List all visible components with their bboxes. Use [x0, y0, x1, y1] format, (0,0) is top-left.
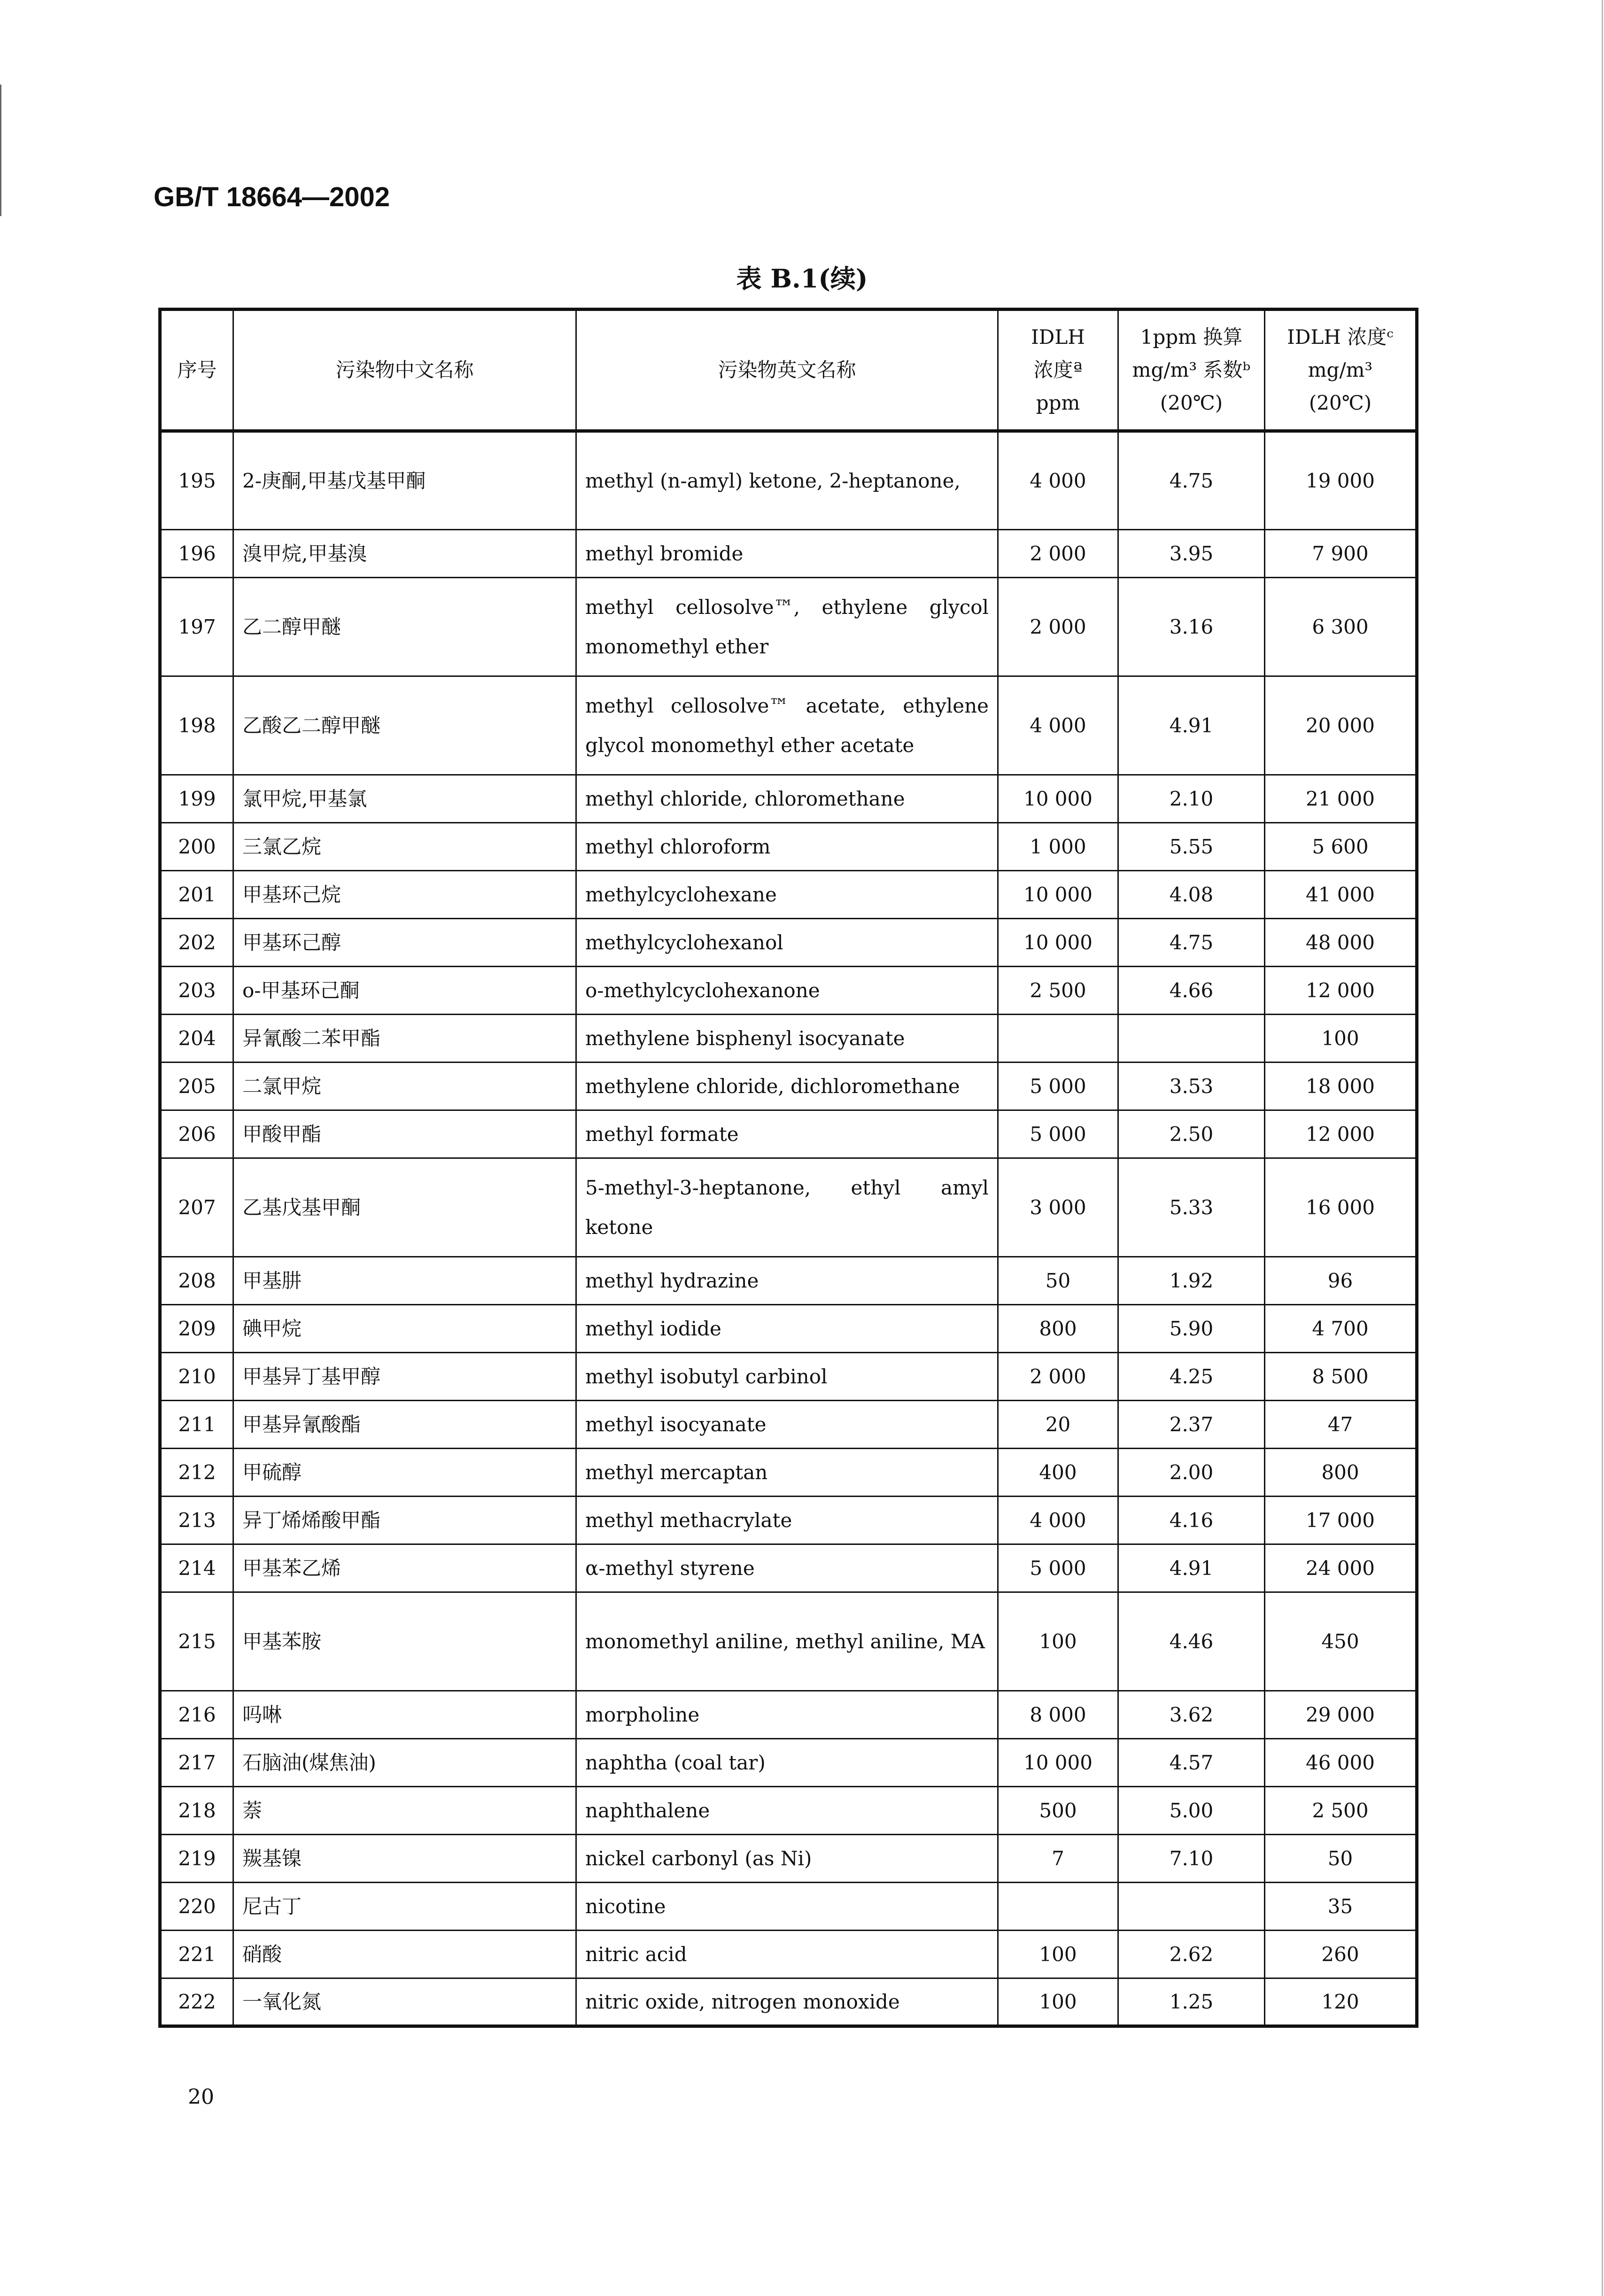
conversion-factor: 5.33 — [1118, 1158, 1265, 1257]
table-title: 表 B.1(续) — [736, 264, 868, 294]
idlh-mg: 12 000 — [1265, 1110, 1417, 1158]
idlh-ppm: 10 000 — [998, 871, 1118, 919]
english-name: methyl bromide — [576, 530, 998, 578]
chinese-name: 三氯乙烷 — [233, 823, 576, 871]
idlh-mg: 8 500 — [1265, 1353, 1417, 1401]
row-number: 221 — [160, 1931, 233, 1978]
row-number: 208 — [160, 1257, 233, 1305]
idlh-mg: 100 — [1265, 1015, 1417, 1063]
row-number: 216 — [160, 1691, 233, 1739]
table-row — [160, 676, 1417, 775]
chinese-name: 异氰酸二苯甲酯 — [233, 1015, 576, 1063]
idlh-mg: 6 300 — [1265, 578, 1417, 676]
idlh-table — [158, 308, 1418, 2028]
idlh-mg: 5 600 — [1265, 823, 1417, 871]
conversion-factor: 4.75 — [1118, 919, 1265, 967]
chinese-name: 甲基苯乙烯 — [233, 1544, 576, 1592]
idlh-mg: 12 000 — [1265, 967, 1417, 1015]
table-row — [160, 1449, 1417, 1497]
idlh-mg: 96 — [1265, 1257, 1417, 1305]
conversion-factor: 4.25 — [1118, 1353, 1265, 1401]
idlh-ppm: 50 — [998, 1257, 1118, 1305]
row-number: 210 — [160, 1353, 233, 1401]
english-name: naphtha (coal tar) — [576, 1739, 998, 1787]
row-number: 212 — [160, 1449, 233, 1497]
row-number: 195 — [160, 431, 233, 530]
english-name: α-methyl styrene — [576, 1544, 998, 1592]
col-no: 序号 — [160, 310, 233, 431]
idlh-ppm: 800 — [998, 1305, 1118, 1353]
conversion-factor: 2.00 — [1118, 1449, 1265, 1497]
idlh-ppm: 400 — [998, 1449, 1118, 1497]
row-number: 207 — [160, 1158, 233, 1257]
row-number: 214 — [160, 1544, 233, 1592]
english-name: methyl chloroform — [576, 823, 998, 871]
conversion-factor: 4.16 — [1118, 1497, 1265, 1544]
conversion-factor: 1.25 — [1118, 1978, 1265, 2026]
idlh-mg: 16 000 — [1265, 1158, 1417, 1257]
conversion-factor: 3.62 — [1118, 1691, 1265, 1739]
table-row — [160, 1110, 1417, 1158]
idlh-ppm: 8 000 — [998, 1691, 1118, 1739]
table-row — [160, 1158, 1417, 1257]
idlh-ppm: 2 000 — [998, 1353, 1118, 1401]
english-name: methylene bisphenyl isocyanate — [576, 1015, 998, 1063]
idlh-ppm — [998, 1015, 1118, 1063]
idlh-mg: 2 500 — [1265, 1787, 1417, 1835]
english-name: methylcyclohexane — [576, 871, 998, 919]
row-number: 220 — [160, 1883, 233, 1931]
col-cn-name: 污染物中文名称 — [233, 310, 576, 431]
row-number: 200 — [160, 823, 233, 871]
chinese-name: 硝酸 — [233, 1931, 576, 1978]
chinese-name: 甲基异氰酸酯 — [233, 1401, 576, 1449]
row-number: 215 — [160, 1592, 233, 1691]
conversion-factor: 7.10 — [1118, 1835, 1265, 1883]
col-factor — [1118, 310, 1265, 431]
idlh-ppm: 7 — [998, 1835, 1118, 1883]
english-name: methyl iodide — [576, 1305, 998, 1353]
table-row — [160, 1497, 1417, 1544]
conversion-factor: 1.92 — [1118, 1257, 1265, 1305]
idlh-mg: 48 000 — [1265, 919, 1417, 967]
conversion-factor: 3.53 — [1118, 1063, 1265, 1110]
chinese-name: 甲基环己醇 — [233, 919, 576, 967]
conversion-factor: 3.16 — [1118, 578, 1265, 676]
idlh-mg: 260 — [1265, 1931, 1417, 1978]
row-number: 201 — [160, 871, 233, 919]
idlh-mg: 50 — [1265, 1835, 1417, 1883]
standard-number: GB/T 18664—2002 — [154, 182, 390, 212]
english-name: methyl methacrylate — [576, 1497, 998, 1544]
idlh-ppm: 2 000 — [998, 578, 1118, 676]
hdr-line: mg/m³ — [1308, 358, 1373, 381]
table-row — [160, 1883, 1417, 1931]
conversion-factor: 4.66 — [1118, 967, 1265, 1015]
english-name: o-methylcyclohexanone — [576, 967, 998, 1015]
chinese-name: 甲基肼 — [233, 1257, 576, 1305]
chinese-name: 甲基苯胺 — [233, 1592, 576, 1691]
idlh-mg: 29 000 — [1265, 1691, 1417, 1739]
idlh-mg: 47 — [1265, 1401, 1417, 1449]
row-number: 217 — [160, 1739, 233, 1787]
idlh-ppm: 500 — [998, 1787, 1118, 1835]
page-number: 20 — [188, 2085, 214, 2109]
hdr-line: mg/m³ 系数ᵇ — [1132, 358, 1251, 381]
table-row — [160, 1691, 1417, 1739]
table-row — [160, 1544, 1417, 1592]
idlh-ppm: 100 — [998, 1931, 1118, 1978]
row-number: 204 — [160, 1015, 233, 1063]
idlh-ppm — [998, 1883, 1118, 1931]
english-name: methyl isobutyl carbinol — [576, 1353, 998, 1401]
col-en-name: 污染物英文名称 — [576, 310, 998, 431]
english-name: methyl mercaptan — [576, 1449, 998, 1497]
idlh-mg: 20 000 — [1265, 676, 1417, 775]
table-row — [160, 431, 1417, 530]
english-name: methyl chloride, chloromethane — [576, 775, 998, 823]
idlh-mg: 19 000 — [1265, 431, 1417, 530]
hdr-line: IDLH — [1031, 326, 1085, 349]
table-row — [160, 1063, 1417, 1110]
idlh-ppm: 100 — [998, 1978, 1118, 2026]
idlh-mg: 450 — [1265, 1592, 1417, 1691]
idlh-mg: 7 900 — [1265, 530, 1417, 578]
row-number: 206 — [160, 1110, 233, 1158]
chinese-name: 尼古丁 — [233, 1883, 576, 1931]
conversion-factor: 4.46 — [1118, 1592, 1265, 1691]
table-row — [160, 1787, 1417, 1835]
conversion-factor: 4.75 — [1118, 431, 1265, 530]
idlh-ppm: 10 000 — [998, 1739, 1118, 1787]
english-name: methyl hydrazine — [576, 1257, 998, 1305]
idlh-ppm: 2 500 — [998, 967, 1118, 1015]
idlh-ppm: 4 000 — [998, 1497, 1118, 1544]
table-row — [160, 1931, 1417, 1978]
english-name: nicotine — [576, 1883, 998, 1931]
table-row — [160, 1401, 1417, 1449]
chinese-name: 溴甲烷,甲基溴 — [233, 530, 576, 578]
conversion-factor: 4.91 — [1118, 1544, 1265, 1592]
idlh-ppm: 10 000 — [998, 919, 1118, 967]
hdr-line: ppm — [1036, 391, 1080, 414]
chinese-name: 二氯甲烷 — [233, 1063, 576, 1110]
idlh-mg: 41 000 — [1265, 871, 1417, 919]
row-number: 222 — [160, 1978, 233, 2026]
chinese-name: 碘甲烷 — [233, 1305, 576, 1353]
hdr-line: 浓度ª — [1033, 358, 1083, 381]
idlh-mg: 24 000 — [1265, 1544, 1417, 1592]
row-number: 197 — [160, 578, 233, 676]
table-row — [160, 775, 1417, 823]
idlh-ppm: 2 000 — [998, 530, 1118, 578]
table-row — [160, 823, 1417, 871]
hdr-line: (20℃) — [1309, 391, 1372, 414]
english-name: 5-methyl-3-heptanone, ethyl amyl ketone — [576, 1158, 998, 1257]
chinese-name: 羰基镍 — [233, 1835, 576, 1883]
english-name: naphthalene — [576, 1787, 998, 1835]
row-number: 218 — [160, 1787, 233, 1835]
english-name: nickel carbonyl (as Ni) — [576, 1835, 998, 1883]
conversion-factor: 2.62 — [1118, 1931, 1265, 1978]
col-idlh-ppm — [998, 310, 1118, 431]
chinese-name: 吗啉 — [233, 1691, 576, 1739]
idlh-ppm: 5 000 — [998, 1110, 1118, 1158]
table-row — [160, 967, 1417, 1015]
hdr-line: IDLH 浓度ᶜ — [1287, 326, 1394, 349]
col-idlh-mg — [1265, 310, 1417, 431]
idlh-ppm: 5 000 — [998, 1544, 1118, 1592]
row-number: 205 — [160, 1063, 233, 1110]
chinese-name: 萘 — [233, 1787, 576, 1835]
table-row — [160, 1015, 1417, 1063]
conversion-factor: 2.37 — [1118, 1401, 1265, 1449]
hdr-line: 1ppm 换算 — [1140, 326, 1243, 349]
english-name: methylene chloride, dichloromethane — [576, 1063, 998, 1110]
chinese-name: 甲硫醇 — [233, 1449, 576, 1497]
idlh-ppm: 10 000 — [998, 775, 1118, 823]
hdr-line: (20℃) — [1160, 391, 1223, 414]
table-row — [160, 1353, 1417, 1401]
english-name: nitric oxide, nitrogen monoxide — [576, 1978, 998, 2026]
row-number: 199 — [160, 775, 233, 823]
table-row — [160, 578, 1417, 676]
table-row — [160, 1739, 1417, 1787]
idlh-ppm: 20 — [998, 1401, 1118, 1449]
idlh-ppm: 4 000 — [998, 431, 1118, 530]
idlh-mg: 4 700 — [1265, 1305, 1417, 1353]
conversion-factor: 2.50 — [1118, 1110, 1265, 1158]
table-row — [160, 1592, 1417, 1691]
chinese-name: 2-庚酮,甲基戊基甲酮 — [233, 431, 576, 530]
conversion-factor: 4.91 — [1118, 676, 1265, 775]
english-name: nitric acid — [576, 1931, 998, 1978]
idlh-ppm: 100 — [998, 1592, 1118, 1691]
row-number: 196 — [160, 530, 233, 578]
idlh-mg: 120 — [1265, 1978, 1417, 2026]
chinese-name: 乙基戊基甲酮 — [233, 1158, 576, 1257]
chinese-name: 异丁烯烯酸甲酯 — [233, 1497, 576, 1544]
chinese-name: 乙二醇甲醚 — [233, 578, 576, 676]
idlh-ppm: 4 000 — [998, 676, 1118, 775]
chinese-name: 甲基异丁基甲醇 — [233, 1353, 576, 1401]
english-name: methyl (n-amyl) ketone, 2-heptanone, — [576, 431, 998, 530]
conversion-factor — [1118, 1015, 1265, 1063]
table-row — [160, 871, 1417, 919]
table-row — [160, 530, 1417, 578]
idlh-mg: 21 000 — [1265, 775, 1417, 823]
chinese-name: o-甲基环己酮 — [233, 967, 576, 1015]
table-row — [160, 1978, 1417, 2026]
idlh-ppm: 5 000 — [998, 1063, 1118, 1110]
row-number: 202 — [160, 919, 233, 967]
chinese-name: 一氧化氮 — [233, 1978, 576, 2026]
page-body — [158, 308, 1415, 2110]
conversion-factor: 5.55 — [1118, 823, 1265, 871]
conversion-factor: 3.95 — [1118, 530, 1265, 578]
conversion-factor: 5.90 — [1118, 1305, 1265, 1353]
row-number: 198 — [160, 676, 233, 775]
chinese-name: 氯甲烷,甲基氯 — [233, 775, 576, 823]
row-number: 209 — [160, 1305, 233, 1353]
idlh-ppm: 1 000 — [998, 823, 1118, 871]
english-name: methylcyclohexanol — [576, 919, 998, 967]
idlh-mg: 46 000 — [1265, 1739, 1417, 1787]
scan-edge-left — [0, 85, 1, 216]
idlh-mg: 800 — [1265, 1449, 1417, 1497]
conversion-factor: 5.00 — [1118, 1787, 1265, 1835]
chinese-name: 乙酸乙二醇甲醚 — [233, 676, 576, 775]
conversion-factor: 4.57 — [1118, 1739, 1265, 1787]
table-row — [160, 1305, 1417, 1353]
chinese-name: 甲酸甲酯 — [233, 1110, 576, 1158]
idlh-mg: 35 — [1265, 1883, 1417, 1931]
row-number: 213 — [160, 1497, 233, 1544]
scan-edge-right — [1602, 0, 1603, 2296]
conversion-factor: 2.10 — [1118, 775, 1265, 823]
english-name: morpholine — [576, 1691, 998, 1739]
chinese-name: 甲基环己烷 — [233, 871, 576, 919]
row-number: 219 — [160, 1835, 233, 1883]
chinese-name: 石脑油(煤焦油) — [233, 1739, 576, 1787]
english-name: methyl cellosolve™, ethylene glycol monomethyl ether — [576, 578, 998, 676]
conversion-factor — [1118, 1883, 1265, 1931]
table-row — [160, 1835, 1417, 1883]
english-name: methyl isocyanate — [576, 1401, 998, 1449]
idlh-mg: 17 000 — [1265, 1497, 1417, 1544]
table-row — [160, 1257, 1417, 1305]
conversion-factor: 4.08 — [1118, 871, 1265, 919]
row-number: 203 — [160, 967, 233, 1015]
table-row — [160, 919, 1417, 967]
english-name: monomethyl aniline, methyl aniline, MA — [576, 1592, 998, 1691]
idlh-mg: 18 000 — [1265, 1063, 1417, 1110]
row-number: 211 — [160, 1401, 233, 1449]
idlh-ppm: 3 000 — [998, 1158, 1118, 1257]
table-header-row — [160, 310, 1417, 431]
english-name: methyl formate — [576, 1110, 998, 1158]
english-name: methyl cellosolve™ acetate, ethylene glycol monomethyl ether acetate — [576, 676, 998, 775]
